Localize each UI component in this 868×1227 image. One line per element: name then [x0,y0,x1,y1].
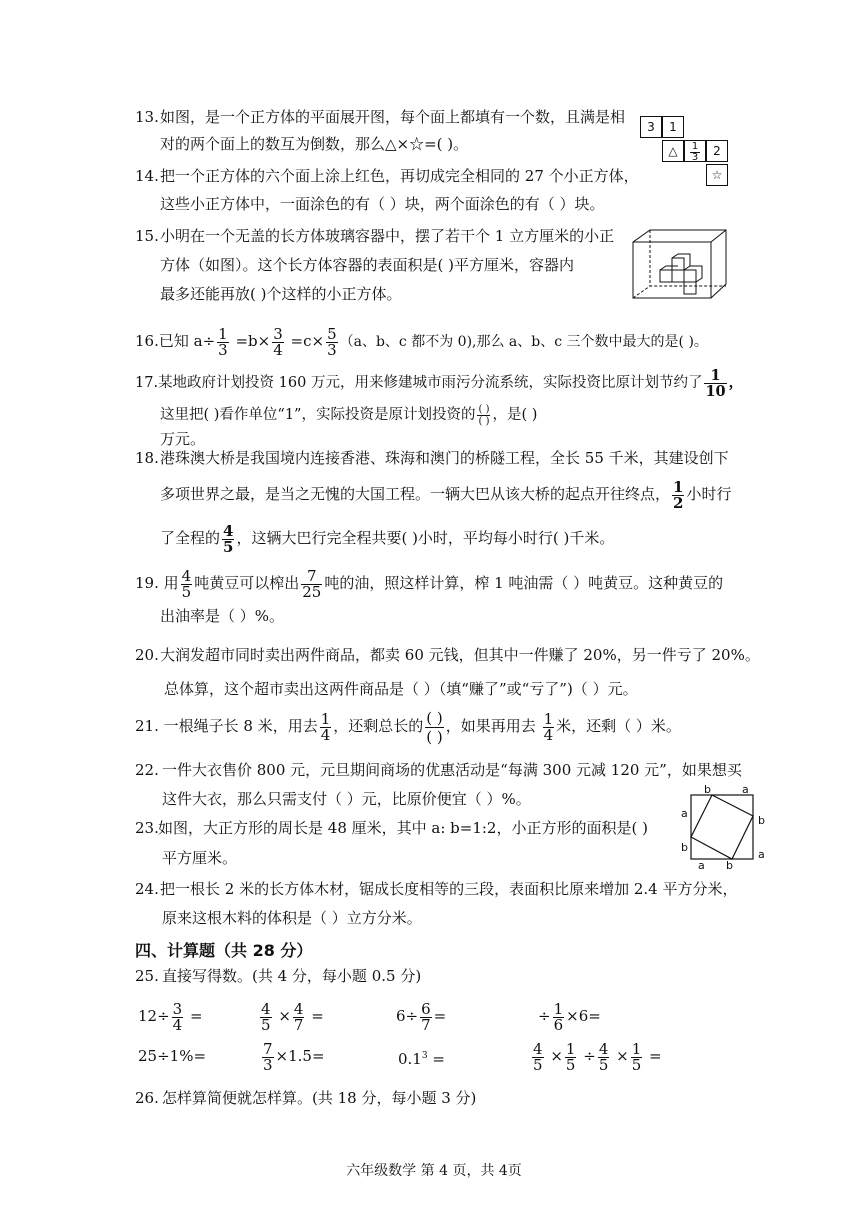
net-cell: △ [662,140,684,162]
numerator: 1 [673,477,684,496]
net-fraction-numerator: 1 [691,141,699,152]
calc-text: × [550,1047,563,1065]
q22-number: 22. [135,761,159,779]
calc-item [396,996,446,1036]
fraction [420,999,432,1034]
q19-fraction-2 [301,566,322,601]
q15-line2: 方体（如图）。这个长方体容器的表面积是( )平方厘米，容器内 [160,256,574,274]
denominator: 3 [327,340,337,359]
calc-item [530,1036,662,1076]
q18-fraction-2 [222,521,234,556]
q20-number: 20. [135,646,159,664]
q23-line1: 如图，大正方形的周长是 48 厘米，其中 a: b=1:2，小正方形的面积是( ) [158,819,648,837]
label-a: a [742,783,749,796]
q19-line1 [135,563,723,603]
calc-text: 0.1 [398,1050,422,1068]
q16-text: =b× [230,332,271,350]
q16-fraction-3 [326,324,338,359]
denominator: 5 [598,1055,609,1074]
q14-line1: 把一个正方体的六个面上涂上红色，再切成完全相同的 27 个小正方体， [160,167,639,185]
denominator: 4 [543,725,554,744]
numerator: 3 [273,324,283,343]
denominator: ( ) [478,415,490,427]
numerator: 1 [218,324,228,343]
q13-number: 13. [135,108,159,126]
q16-text: （a、b、c 都不为 0),那么 a、b、c 三个数中最大的是( )。 [339,334,708,350]
q14-number: 14. [135,167,159,185]
q14-line2: 这些小正方体中，一面涂色的有（ ）块，两个面涂色的有（ ）块。 [160,195,605,213]
q17-comma: ， [728,374,744,391]
calc-text: = [189,1007,203,1025]
q18-number: 18. [135,449,159,467]
q17-line1 [135,366,743,400]
calc-text: ÷ [538,1007,551,1025]
q23-line2: 平方厘米。 [162,849,238,867]
fraction [565,1039,577,1074]
calc-item [538,996,601,1036]
exponent: 3 [421,1051,428,1061]
label-b: b [704,783,711,796]
q19-line2: 出油率是（ ）%。 [160,607,285,625]
calc-text: = [311,1007,324,1025]
denominator: 5 [631,1055,642,1074]
q18-text: 多项世界之最，是当之无愧的大国工程。一辆大巴从该大桥的起点开往终点， [160,485,671,503]
numerator: 4 [261,999,271,1018]
q17-line3: 万元。 [160,430,206,448]
numerator: ( ) [478,403,490,415]
net-cell: 3 [640,116,662,138]
fraction [532,1039,544,1074]
q17-text: 这里把( )看作单位“1”，实际投资是原计划投资的 [160,407,476,423]
q21-text: 米，还剩（ ）米。 [556,717,681,735]
denominator: 10 [705,382,726,400]
numerator: 4 [223,521,234,540]
net-cell: 1 [662,116,684,138]
numerator: 4 [533,1039,543,1058]
q18-fraction-1 [672,477,684,512]
square-drawing [690,794,754,860]
numerator: 4 [181,566,192,585]
numerator: 5 [327,324,337,343]
calc-text: × [616,1047,629,1065]
denominator: 6 [553,1015,564,1034]
numerator: ( ) [426,708,443,727]
numerator: 1 [565,1039,576,1058]
label-b: b [681,841,688,854]
q16-fraction-1 [217,324,229,359]
denominator: 5 [261,1015,271,1034]
fraction [598,1039,610,1074]
label-a: a [681,807,688,820]
fraction [172,999,184,1034]
calc-item: 25÷1%= [138,1047,207,1065]
numerator: 1 [704,368,726,384]
denominator: 7 [421,1015,431,1034]
fraction [553,999,565,1034]
glass-container-figure [630,226,730,302]
calc-item [398,1036,445,1079]
q25-text: 直接写得数。(共 4 分，每小题 0.5 分) [162,967,422,985]
q15-line1: 小明在一个无盖的长方体玻璃容器中，摆了若干个 1 立方厘米的小正 [160,227,615,245]
numerator: 7 [263,1039,273,1058]
q18-line2 [160,464,731,524]
q24-line2: 原来这根木料的体积是（ ）立方分米。 [162,909,422,927]
label-b: b [726,859,733,872]
denominator: 4 [320,725,331,744]
label-b: b [758,814,765,827]
q15-line3: 最多还能再放( )个这样的小正方体。 [160,285,402,303]
calc-text: ÷ [583,1047,596,1065]
calc-text: ×6= [566,1007,601,1025]
q17-fraction [704,368,726,399]
section-heading: 四、计算题（共 28 分） [135,941,313,960]
fraction [262,1039,274,1074]
q19-fraction-1 [181,566,193,601]
q20-line2: 总体算，这个超市卖出这两件商品是（ ）（填“赚了”或“亏了”)（ ）元。 [164,680,638,698]
q18-line1: 港珠澳大桥是我国境内连接香港、珠海和澳门的桥隧工程，全长 55 千米，其建设创下 [160,449,729,467]
calc-text: × [278,1007,291,1025]
numerator: 3 [172,999,183,1018]
denominator: 25 [302,582,322,601]
denominator: 7 [293,1015,304,1034]
q21-blank-fraction [425,709,443,746]
net-cell: 2 [706,140,728,162]
q22-line2: 这件大衣，那么只需支付（ ）元，比原价便宜（ ）%。 [162,790,531,808]
q16-number: 16. [135,332,159,350]
q17-text: 某地政府计划投资 160 万元，用来修建城市雨污分流系统，实际投资比原计划节约了 [158,375,703,391]
numerator: 1 [631,1039,642,1058]
fraction [293,999,305,1034]
q13-line2: 对的两个面上的数互为倒数，那么△×☆=( )。 [160,135,469,153]
q23-number: 23. [135,819,159,837]
denominator: 4 [172,1015,183,1034]
numerator: 1 [543,709,554,728]
q17-line2 [160,398,537,432]
q21-text: ，如果再用去 [445,717,541,735]
calc-text: 12÷ [138,1007,170,1025]
q21-text: ，还剩总长的 [333,717,424,735]
calc-item [258,996,324,1036]
denominator: ( ) [426,727,443,746]
denominator: 5 [223,537,234,556]
q21-number: 21. [135,717,159,735]
net-cell: ☆ [706,164,728,186]
q24-line1: 把一根长 2 米的长方体木材，锯成长度相等的三段，表面积比原来增加 2.4 平方分米， [160,880,738,898]
numerator: 4 [293,999,304,1018]
denominator: 4 [273,340,283,359]
calc-item [138,996,203,1036]
net-fraction-denominator: 3 [691,152,699,163]
calc-item [260,1036,325,1076]
fraction [260,999,272,1034]
q26-number: 26. [135,1089,159,1107]
square-figure [678,783,768,872]
q21-text: 一根绳子长 8 米，用去 [163,717,318,735]
denominator: 5 [533,1055,543,1074]
calc-text: 6÷ [396,1007,419,1025]
numerator: 6 [421,999,431,1018]
q16-text: =c× [285,332,325,350]
q22-line1: 一件大衣售价 800 元，元旦期间商场的优惠活动是“每满 300 元减 120 元”，如果想买 [162,761,742,779]
numerator: 7 [301,569,322,585]
q17-blank-fraction [477,404,490,427]
q24-number: 24. [135,880,159,898]
numerator: 1 [320,709,331,728]
denominator: 5 [565,1055,576,1074]
numerator: 1 [553,999,564,1018]
fraction [631,1039,643,1074]
denominator: 2 [673,493,684,512]
q18-text: 小时行 [686,485,732,503]
calc-text: ×1.5= [275,1047,325,1065]
net-cell-fraction [684,140,706,162]
label-a: a [758,848,765,861]
q21-fraction-2 [543,709,555,744]
q25-number: 25. [135,967,159,985]
q17-number: 17. [135,375,159,391]
q15-number: 15. [135,227,159,245]
q21-fraction-1 [320,709,332,744]
denominator: 5 [181,582,192,601]
calc-text: = [427,1050,445,1068]
q20-line1: 大润发超市同时卖出两件商品，都卖 60 元钱，但其中一件赚了 20%，另一件亏了 20%。 [160,646,760,664]
q19-number: 19. [135,574,159,592]
calc-text: = [649,1047,662,1065]
q17-text: ，是( ) [492,407,538,423]
q16-line [135,322,708,361]
calc-text: = [433,1007,447,1025]
label-a: a [698,859,705,872]
q21-line [135,704,681,748]
denominator: 3 [263,1055,273,1074]
q19-text: 吨黄豆可以榨出 [194,574,300,592]
q18-text: ，这辆大巴行完全程共要( )小时，平均每小时行( )千米。 [236,529,615,547]
page-footer: 六年级数学 第 4 页，共 4页 [346,1163,522,1179]
q18-line3 [160,518,614,558]
q18-text: 了全程的 [160,529,221,547]
q26-text: 怎样算简便就怎样算。(共 18 分，每小题 3 分) [162,1089,477,1107]
q16-fraction-2 [272,324,284,359]
numerator: 4 [598,1039,609,1058]
q19-text: 用 [163,574,179,592]
q19-text: 吨的油，照这样计算，榨 1 吨油需（ ）吨黄豆。这种黄豆的 [324,574,724,592]
q16-text: 已知 a÷ [158,332,216,350]
denominator: 3 [218,340,228,359]
q13-line1: 如图，是一个正方体的平面展开图，每个面上都填有一个数，且满是相 [160,108,626,126]
